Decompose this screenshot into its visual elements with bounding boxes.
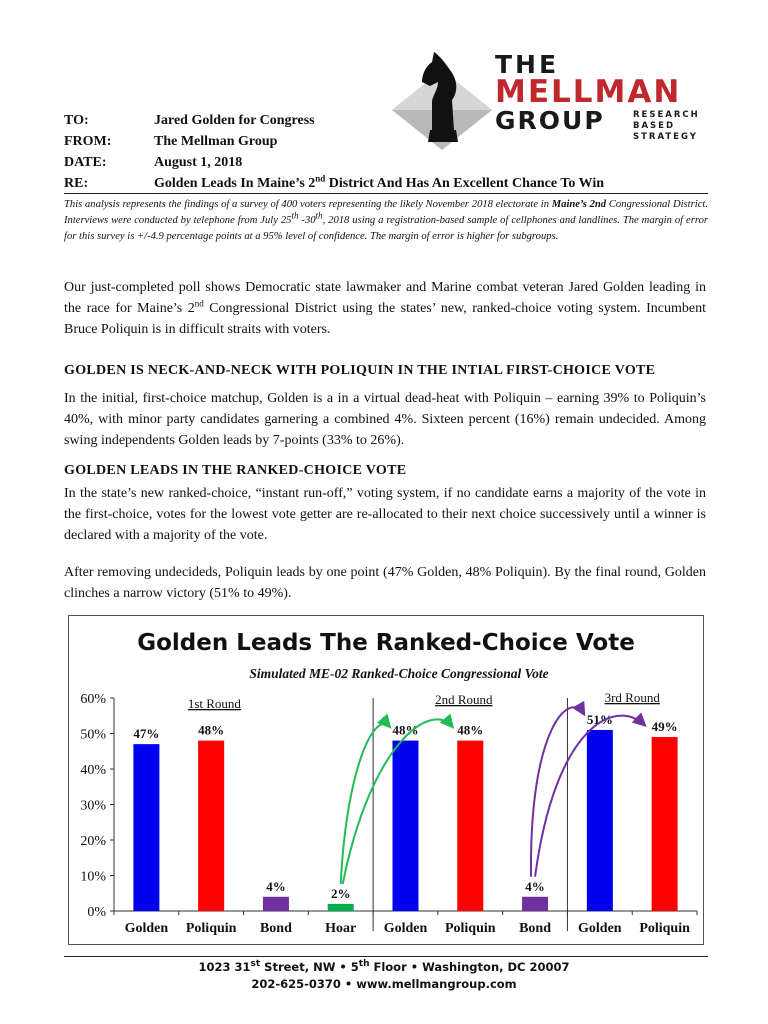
bar-golden — [133, 744, 159, 911]
data-label: 51% — [586, 711, 613, 727]
addr-a: 1023 31 — [198, 960, 251, 974]
logo-text-the: THE — [495, 50, 560, 79]
data-label: 2% — [330, 885, 351, 901]
data-label: 48% — [198, 722, 225, 738]
y-tick-label: 20% — [80, 834, 106, 849]
section2-paragraph-2: After removing undecideds, Poliquin leads by one point (47% Golden, 48% Poliquin). By the final round, Golden clinches a narrow victory (51% to 49%). — [64, 565, 706, 601]
category-label: Hoar — [325, 921, 357, 936]
section1-heading: GOLDEN IS NECK-AND-NECK WITH POLIQUIN IN THE INTIAL FIRST-CHOICE VOTE — [64, 363, 656, 378]
re-text-a: Golden Leads In Maine’s 2 — [154, 176, 316, 191]
bar-golden — [393, 741, 419, 911]
round-label: 1st Round — [187, 696, 241, 711]
note-text-2: Congressional District. Interviews were conducted by telephone from July 25 — [64, 199, 708, 226]
section1-paragraph: In the initial, first-choice matchup, Golden is a in a virtual dead-heat with Poliquin – earning 39% to Poliquin’s 40%, with minor party candidates garnering a combined 4%. Sixteen percent (16%) remain undecided. Among swing independents Golden leads by 7-points (33% to 26%). — [64, 391, 706, 448]
note-sup-2: th — [315, 210, 323, 221]
section2-paragraph-1: In the state’s new ranked-choice, “instant run-off,” voting system, if no candidate earns a majority of the vote in the first-choice, votes for the lowest vote getter are re-allocated to their next choice successively until a winner is declared with a majority of the vote. — [64, 486, 706, 543]
chart-subtitle: Simulated ME-02 Ranked-Choice Congressional Vote — [249, 666, 549, 681]
memo-from-row — [64, 132, 277, 152]
note-text-strong: Maine’s 2nd — [551, 199, 607, 210]
category-label: Bond — [259, 921, 292, 936]
category-label: Poliquin — [185, 921, 237, 936]
y-tick-label: 30% — [80, 798, 106, 814]
note-text-3: -30 — [298, 215, 316, 226]
logo-tagline — [633, 110, 713, 143]
memo-to-value: Jared Golden for Congress — [154, 113, 315, 128]
footer-address — [0, 960, 768, 974]
addr-sup-2: th — [358, 959, 370, 970]
intro-paragraph — [64, 277, 706, 340]
data-label: 4% — [266, 878, 286, 894]
chart-title: Golden Leads The Ranked-Choice Vote — [137, 630, 635, 656]
note-sup-1: th — [291, 210, 299, 221]
category-label: Poliquin — [639, 921, 690, 936]
survey-methodology-note — [64, 197, 708, 245]
y-tick-label: 40% — [80, 763, 106, 778]
memo-from-label: FROM: — [64, 134, 112, 149]
data-label: 48% — [392, 722, 419, 738]
y-tick-label: 10% — [80, 869, 106, 885]
bar-poliquin — [457, 741, 483, 911]
memo-to-row — [64, 111, 315, 131]
note-text-1: This analysis represents the findings of a survey of 400 voters representing the likely November 2018 electorate in — [64, 199, 552, 210]
tagline-line: STRATEGY — [633, 132, 698, 142]
intro-text-b: Congressional District using the states’ new, ranked-choice voting system. Incumbent Bruce Poliquin is in difficult straits with voters. — [64, 301, 706, 337]
re-text-sup: nd — [315, 173, 326, 184]
bar-poliquin — [198, 741, 224, 911]
category-label: Golden — [383, 921, 428, 936]
memo-from-value: The Mellman Group — [154, 134, 278, 149]
category-label: Bond — [519, 921, 552, 936]
logo-text-group: GROUP — [495, 106, 605, 135]
addr-c: Floor • Washington, DC 20007 — [369, 960, 570, 974]
y-tick-label: 50% — [80, 727, 106, 743]
footer-divider — [64, 956, 708, 957]
data-label: 47% — [133, 726, 160, 742]
memo-re-label: RE: — [64, 176, 89, 191]
section2-heading: GOLDEN LEADS IN THE RANKED-CHOICE VOTE — [64, 463, 407, 478]
data-label: 48% — [457, 722, 484, 738]
bar-bond — [522, 897, 548, 911]
round-label: 3rd Round — [604, 690, 660, 705]
y-tick-label: 0% — [87, 905, 106, 920]
bar-poliquin — [652, 737, 678, 911]
chart-container — [68, 615, 704, 945]
re-text-b: District And Has An Excellent Chance To Win — [325, 176, 605, 191]
y-tick-label: 60% — [80, 692, 106, 707]
note-text-4: , 2018 using a registration-based sample of cellphones and landlines. The margin of error for this survey is +/-4.9 percentage points at a 95% level of confidence. The margin of error is higher for subgroups. — [64, 215, 708, 242]
tagline-line: BASED — [633, 121, 676, 131]
bar-golden — [587, 730, 613, 911]
ranked-choice-chart — [69, 616, 703, 944]
data-label: 49% — [651, 719, 678, 735]
memo-re-row — [64, 174, 604, 194]
category-label: Poliquin — [444, 921, 496, 936]
header-divider — [64, 193, 708, 194]
category-label: Golden — [124, 921, 169, 936]
category-label: Golden — [578, 921, 622, 936]
round-label: 2nd Round — [435, 692, 493, 707]
memo-date-row — [64, 153, 242, 173]
addr-sup-1: st — [250, 959, 261, 970]
memo-to-label: TO: — [64, 113, 89, 128]
memo-date-value: August 1, 2018 — [154, 155, 243, 170]
bar-bond — [263, 897, 289, 911]
memo-date-label: DATE: — [64, 155, 107, 170]
intro-sup: nd — [194, 298, 204, 309]
memo-re-value — [154, 174, 604, 194]
tagline-line: RESEARCH — [633, 110, 700, 120]
addr-b: Street, NW • 5 — [260, 960, 359, 974]
intro-text-a: Our just-completed poll shows Democratic state lawmaker and Marine combat veteran Jared Golden leading in the race for Maine’s 2 — [64, 280, 706, 316]
footer-contact: 202-625-0370 • www.mellmangroup.com — [251, 977, 517, 991]
chart-plot-area — [80, 690, 697, 936]
bar-hoar — [328, 904, 354, 911]
logo-text-mellman: MELLMAN — [495, 74, 682, 110]
data-label: 4% — [525, 878, 545, 894]
